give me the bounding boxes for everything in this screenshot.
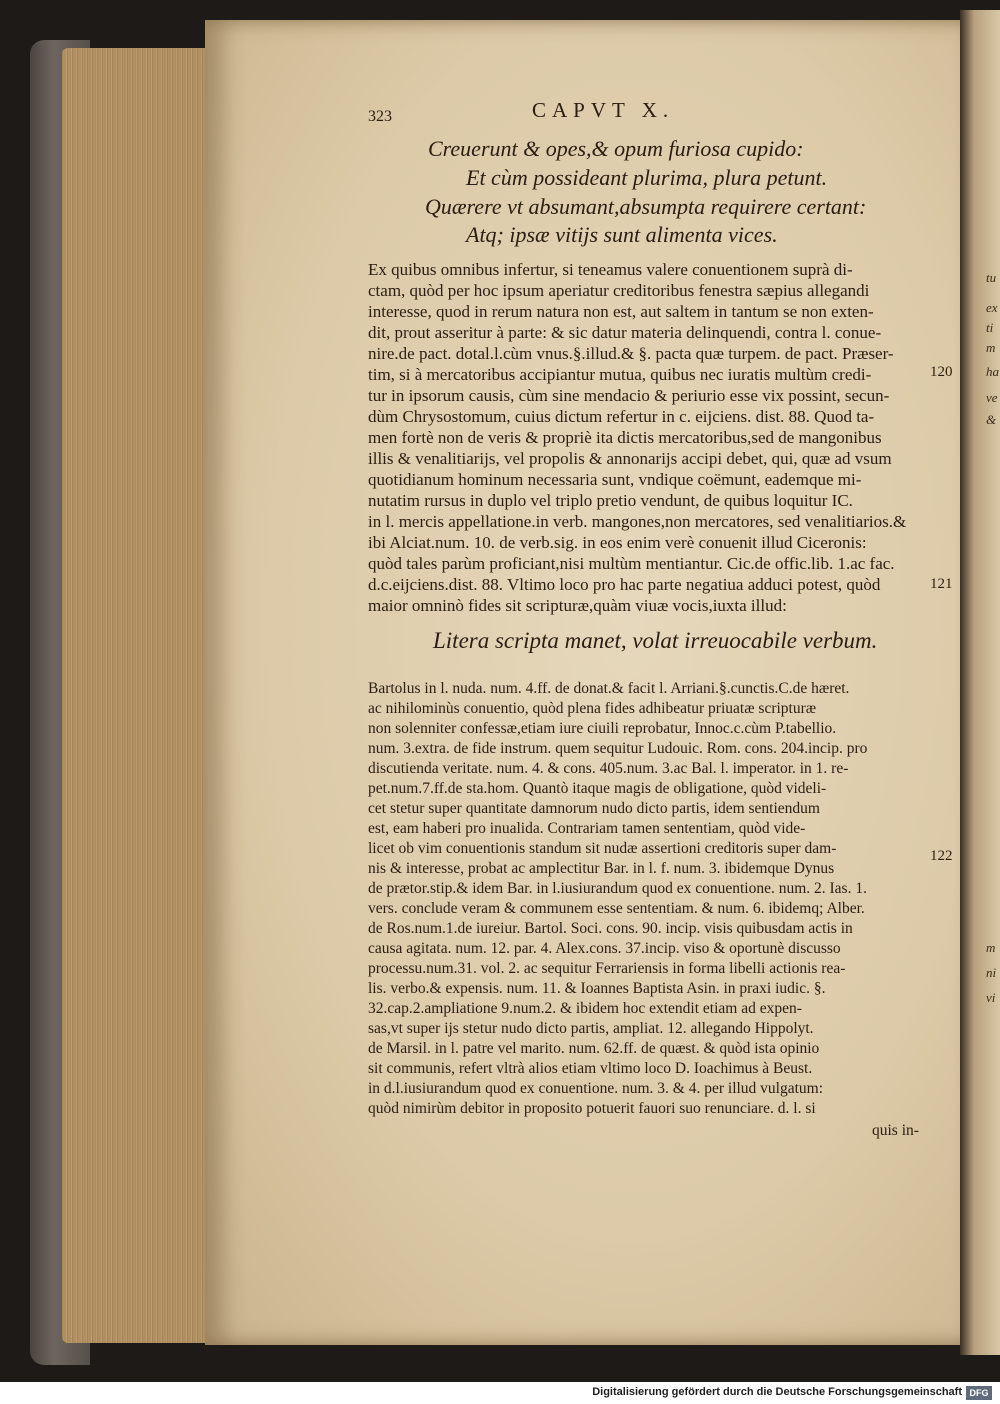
- footnote-line: quòd nimirùm debitor in proposito potuerit fauori suo renunciare. d. l. si: [368, 1100, 816, 1117]
- footnote-line: lis. verbo.& expensis. num. 11. & Ioannes Baptista Asin. in praxi iudic. §.: [368, 980, 826, 997]
- verse-line: Quærere vt absumant,absumpta requirere certant:: [425, 194, 867, 219]
- body-line: d.c.eijciens.dist. 88. Vltimo loco pro hac parte negatiua adduci potest, quòd: [368, 575, 881, 594]
- body-line: quotidianum hominum necessaria sunt, vndique coëmunt, eademque mi-: [368, 470, 862, 489]
- body-line: maior omninò fides sit scripturæ,quàm viuæ vocis,iuxta illud:: [368, 596, 787, 615]
- footnote-line: in d.l.iusiurandum quod ex conuentione. num. 3. & 4. per illud vulgatum:: [368, 1080, 824, 1097]
- neighbor-page-fragment: ti: [986, 320, 994, 335]
- footnote-line: ac nihilominùs conuentio, quòd plena fides adhibeatur priuatæ scripturæ: [368, 700, 817, 717]
- margin-number: 120: [930, 364, 953, 380]
- footnote-line: vers. conclude veram & communem esse sententiam. & num. 6. ibidemq; Alber.: [368, 900, 865, 917]
- footnote-line: Bartolus in l. nuda. num. 4.ff. de donat.& facit l. Arriani.§.cunctis.C.de hæret.: [368, 680, 850, 697]
- verse-line: Creuerunt & opes,& opum furiosa cupido:: [428, 136, 804, 161]
- body-line: dit, prout asseritur à parte: & sic datur materia delinquendi, contra l. conue-: [368, 323, 882, 342]
- margin-number: 121: [930, 576, 953, 592]
- neighbor-page-fragment: m: [986, 940, 996, 955]
- footnote-line: sas,vt super ijs stetur nudo dicto partis, ampliat. 12. allegando Hippolyt.: [368, 1020, 814, 1037]
- footnote-line: licet ob vim conuentionis standum sit nudæ assertioni creditoris super dam-: [368, 840, 837, 857]
- footnote-line: est, eam haberi pro inualida. Contrariam tamen sententiam, quòd vide-: [368, 820, 806, 837]
- verse-line: Et cùm possideant plurima, plura petunt.: [466, 165, 828, 190]
- footnote-line: num. 3.extra. de fide instrum. quem sequitur Ludouic. Rom. cons. 204.incip. pro: [368, 740, 868, 757]
- body-line: men fortè non de veris & propriè ita dictis mercatoribus,sed de mangonibus: [368, 428, 882, 447]
- footnote-line: de Marsil. in l. patre vel marito. num. 62.ff. de quæst. & quòd ista opinio: [368, 1040, 820, 1057]
- running-head: CAPVT X.: [532, 98, 675, 122]
- neighbor-page-fragment: ve: [986, 390, 998, 405]
- footnote-line: processu.num.31. vol. 2. ac sequitur Ferrariensis in forma libelli actionis rea-: [368, 960, 846, 977]
- dfg-logo: DFG: [966, 1386, 992, 1400]
- funding-credit: Digitalisierung gefördert durch die Deutsche Forschungsgemeinschaft: [592, 1386, 962, 1398]
- body-line: nire.de pact. dotal.l.cùm vnus.§.illud.& §. pacta quæ turpem. de pact. Præser-: [368, 344, 894, 363]
- body-line: in l. mercis appellatione.in verb. mangones,non mercatores, sed venalitiarios.&: [368, 512, 907, 531]
- footnote-line: de prætor.stip.& idem Bar. in l.iusiurandum quod ex conuentione. num. 2. Ias. 1.: [368, 880, 867, 897]
- neighbor-page-fragment: ha: [986, 364, 999, 379]
- body-line: tur in ipsorum causis, cùm sine mendacio & periurio esse vix possint, secun-: [368, 386, 890, 405]
- body-line: tim, si à mercatoribus accipiantur mutua, quibus nec iuratis multùm credi-: [368, 365, 872, 384]
- footnote-line: 32.cap.2.ampliatione 9.num.2. & ibidem hoc extendit etiam ad expen-: [368, 1000, 802, 1017]
- body-line: Ex quibus omnibus infertur, si teneamus valere conuentionem suprà di-: [368, 260, 853, 279]
- footnote-line: pet.num.7.ff.de sta.hom. Quantò itaque magis de obligatione, quòd videli-: [368, 780, 827, 797]
- motto-line: Litera scripta manet, volat irreuocabile verbum.: [433, 628, 878, 653]
- body-line: dùm Chrysostomum, cuius dictum refertur in c. eijciens. dist. 88. Quod ta-: [368, 407, 875, 426]
- footnote-line: discutienda veritate. num. 4. & cons. 405.num. 3.ac Bal. l. imperator. in 1. re-: [368, 760, 849, 777]
- footnote-line: sit communis, refert vltrà alios etiam vltimo loco D. Ioachimus à Beust.: [368, 1060, 813, 1077]
- catchword: quis in-: [872, 1122, 919, 1139]
- footnote-line: non solenniter confessæ,etiam iure ciuili reprobatur, Innoc.c.cùm P.tabellio.: [368, 720, 837, 737]
- footnote-line: causa agitata. num. 12. par. 4. Alex.cons. 37.incip. viso & oportunè discusso: [368, 940, 841, 957]
- neighbor-page-fragment: tu: [986, 270, 997, 285]
- page-number: 323: [368, 108, 392, 125]
- neighbor-page-fragment: ex: [986, 300, 998, 315]
- neighbor-page-fragment: ni: [986, 965, 997, 980]
- body-line: ibi Alciat.num. 10. de verb.sig. in eos enim verè conuenit illud Ciceronis:: [368, 533, 867, 552]
- neighbor-page-fragment: vi: [986, 990, 996, 1005]
- page-edges: [62, 48, 217, 1343]
- body-line: ctam, quòd per hoc ipsum aperiatur creditoribus fenestra sæpius allegandi: [368, 281, 870, 300]
- neighbor-page-fragment: m: [986, 340, 996, 355]
- book-gutter: [960, 10, 1000, 1355]
- verse-line: Atq; ipsæ vitijs sunt alimenta vices.: [466, 222, 778, 247]
- footnote-line: cet stetur super quantitate damnorum nudo dicto partis, idem sentiendum: [368, 800, 820, 817]
- footnote-line: de Ros.num.1.de iureiur. Bartol. Soci. cons. 90. incip. visis quibusdam actis in: [368, 920, 853, 937]
- body-line: illis & venalitiarijs, vel propolis & annonarijs accipi debet, qui, quæ ad vsum: [368, 449, 892, 468]
- body-line: nutatim rursus in duplo vel triplo pretio vendunt, de quibus loquitur IC.: [368, 491, 853, 510]
- footer-bar: [0, 1382, 1000, 1404]
- margin-number: 122: [930, 848, 953, 864]
- neighbor-page-fragment: &: [986, 412, 997, 427]
- footnote-line: nis & interesse, probat ac amplectitur Bar. in l. f. num. 3. ibidemque Dynus: [368, 860, 835, 877]
- body-line: interesse, quod in rerum natura non est, aut saltem in tantum se non exten-: [368, 302, 874, 321]
- body-line: quòd tales parùm proficiant,nisi multùm mentiantur. Cic.de offic.lib. 1.ac fac.: [368, 554, 895, 573]
